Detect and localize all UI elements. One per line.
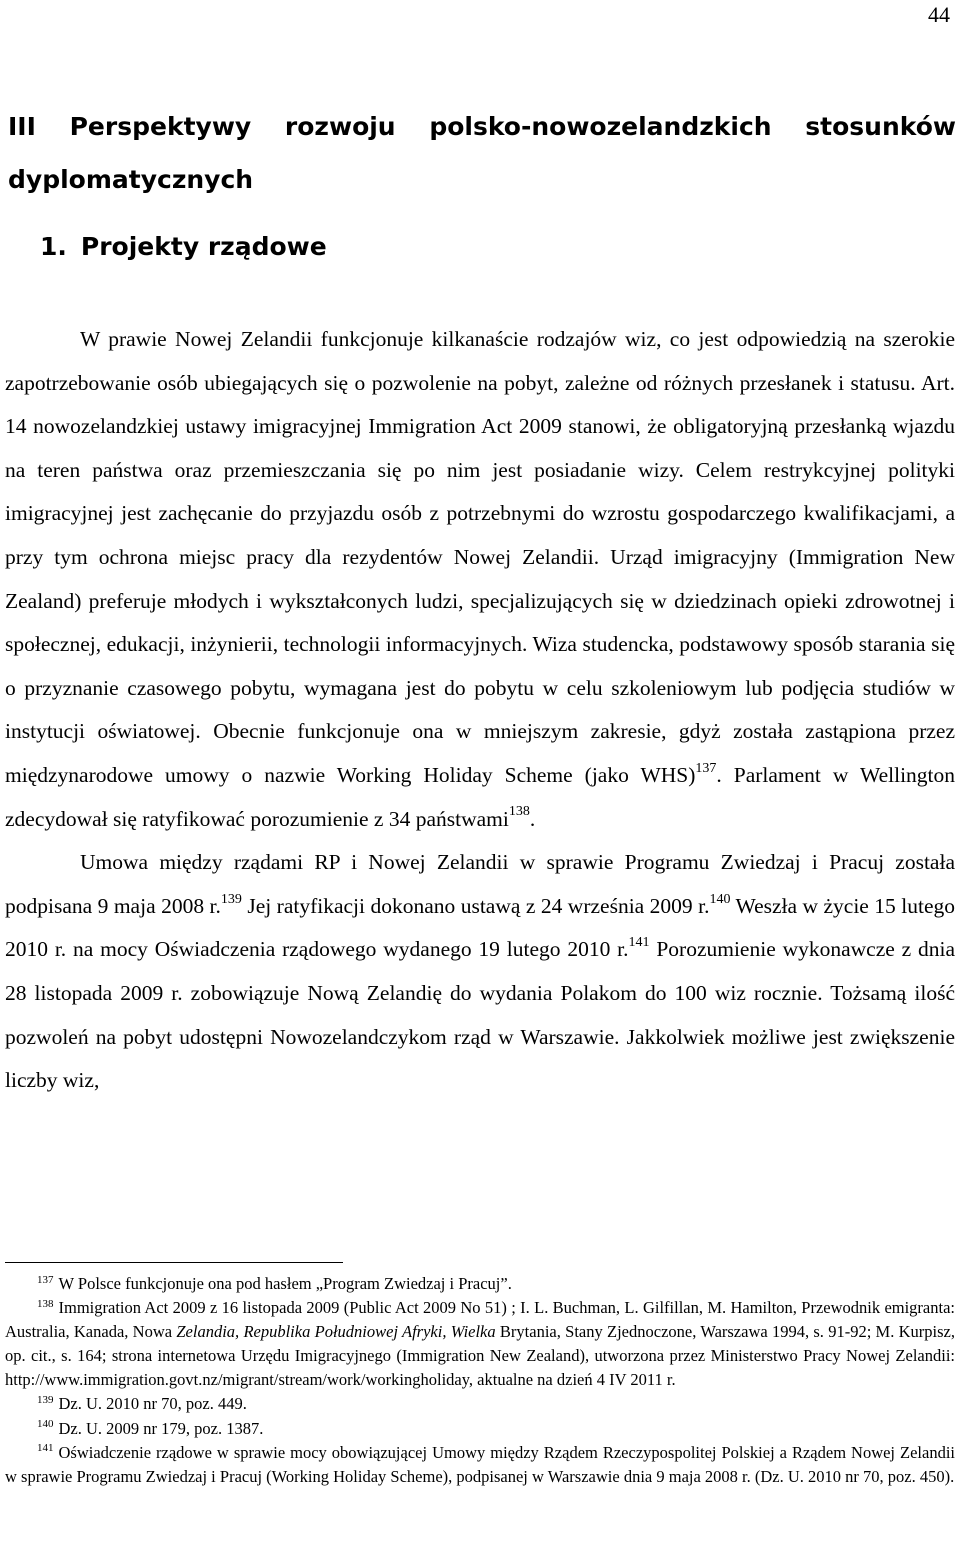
footnote-text: Dz. U. 2010 nr 70, poz. 449.	[58, 1394, 247, 1414]
paragraph-1-text-b: . Parlament w Wellington zdecydował się ratyfikować porozumienie z 34 państwami	[5, 762, 956, 831]
footnote-number: 137	[37, 1273, 54, 1286]
footnote-text: Brytania, Stany Zjednoczone, Warszawa 1994, s. 91-92; M. Kurpisz, op. cit., s. 164; strona internetowa Urzędu Imigracyjnego (Immigration New Zealand), utworzona przez Ministerstwo Pracy Nowej Zelandii: http://www.immigration.govt.nz/migrant/stream/work/workingholiday, aktualne na dzień 4 IV 2011 r.	[5, 1322, 956, 1390]
footnote-ref-138[interactable]: 138	[508, 804, 530, 820]
footnote-138	[5, 1296, 955, 1392]
footnote-number: 138	[37, 1297, 54, 1310]
footnote-number: 140	[37, 1418, 54, 1431]
paragraph-2-text-a: Umowa między rządami RP i Nowej Zelandii w sprawie Programu Zwiedzaj i Pracuj została podpisana 9 maja 2008 r.	[5, 850, 955, 918]
paragraph-2-text-c: Weszła w życie 15 lutego 2010 r. na mocy Oświadczenia rządowego wydanego 19 lutego 2010 r.	[5, 893, 955, 962]
footnote-separator	[5, 1262, 343, 1263]
section-title: Projekty rządowe	[80, 232, 327, 261]
footnote-text: Dz. U. 2009 nr 179, poz. 1387.	[58, 1418, 264, 1438]
paragraph-2-text-d: Porozumienie wykonawcze z dnia 28 listopada 2009 r. zobowiązuje Nową Zelandię do wydania Polakom do 100 wiz rocznie. Tożsamą ilość pozwoleń na pobyt udostępni Nowozelandczykom rząd w Warszawie. Jakkolwiek możliwe jest zwiększenie liczby wiz,	[5, 937, 955, 1093]
footnote-text-italic: Zelandia, Republika Południowej Afryki, Wielka	[176, 1322, 496, 1342]
footnote-text: Immigration Act 2009 z 16 listopada 2009 (Public Act 2009 No 51) ; I. L. Buchman, L. Gilfillan, M. Hamilton, Przewodnik emigranta: Australia, Kanada, Nowa	[5, 1298, 955, 1342]
paragraph-1	[5, 318, 955, 841]
footnotes	[5, 1272, 955, 1489]
footnote-number: 139	[37, 1393, 54, 1406]
body-text	[5, 318, 955, 1103]
paragraph-1-text-c: .	[529, 806, 536, 831]
page-number: 44	[928, 2, 950, 27]
footnote-ref-139[interactable]: 139	[220, 891, 242, 907]
paragraph-2-text-b: Jej ratyfikacji dokonano ustawą z 24 września 2009 r.	[241, 893, 710, 918]
footnote-text: Oświadczenie rządowe w sprawie mocy obowiązującej Umowy między Rządem Rzeczypospolitej Polskiej a Rządem Nowej Zelandii w sprawie Programu Zwiedzaj i Pracuj (Working Holiday Scheme), podpisanej w Warszawie dnia 9 maja 2008 r. (Dz. U. 2010 nr 70, poz. 450).	[5, 1442, 955, 1486]
footnote-137	[5, 1272, 955, 1296]
paragraph-2	[5, 841, 955, 1103]
footnote-141	[5, 1441, 955, 1489]
section-heading	[40, 220, 327, 273]
section-number: 1.	[40, 232, 67, 261]
footnote-number: 141	[37, 1442, 54, 1455]
footnote-ref-141[interactable]: 141	[628, 935, 650, 951]
chapter-title: III Perspektywy rozwoju polsko-nowozelandzkich stosunków dyplomatycznych	[8, 112, 956, 194]
footnote-text: W Polsce funkcjonuje ona pod hasłem „Program Zwiedzaj i Pracuj”.	[58, 1274, 512, 1293]
footnote-ref-140[interactable]: 140	[709, 891, 731, 907]
footnote-139	[5, 1392, 955, 1416]
footnote-140	[5, 1417, 955, 1441]
paragraph-1-text-a: W prawie Nowej Zelandii funkcjonuje kilkanaście rodzajów wiz, co jest odpowiedzią na szerokie zapotrzebowanie osób ubiegających się o pozwolenie na pobyt, zależne od różnych przesłanek i statusu. Art. 14 nowozelandzkiej ustawy imigracyjnej Immigration Act 2009 stanowi, że obligatoryjną przesłanką wjazdu na teren państwa oraz przemieszczania się po nim jest posiadanie wizy. Celem restrykcyjnej polityki imigracyjnej jest zachęcanie do przyjazdu osób z potrzebnymi do wzrostu gospodarczego kwalifikacjami, a przy tym ochrona miejsc pracy dla rezydentów Nowej Zelandii. Urząd imigracyjny (Immigration New Zealand) preferuje młodych i wykształconych ludzi, specjalizujących się w dziedzinach opieki zdrowotnej i społecznej, edukacji, inżynierii, technologii informacyjnych. Wiza studencka, podstawowy sposób starania się o przyznanie czasowego pobytu, wymagana jest do pobytu w celu szkoleniowym lub podjęcia studiów w instytucji oświatowej. Obecnie funkcjonuje ona w mniejszym zakresie, gdyż została zastąpiona przez międzynarodowe umowy o nazwie Working Holiday Scheme (jako WHS)	[5, 327, 955, 787]
footnote-ref-137[interactable]: 137	[695, 760, 717, 776]
